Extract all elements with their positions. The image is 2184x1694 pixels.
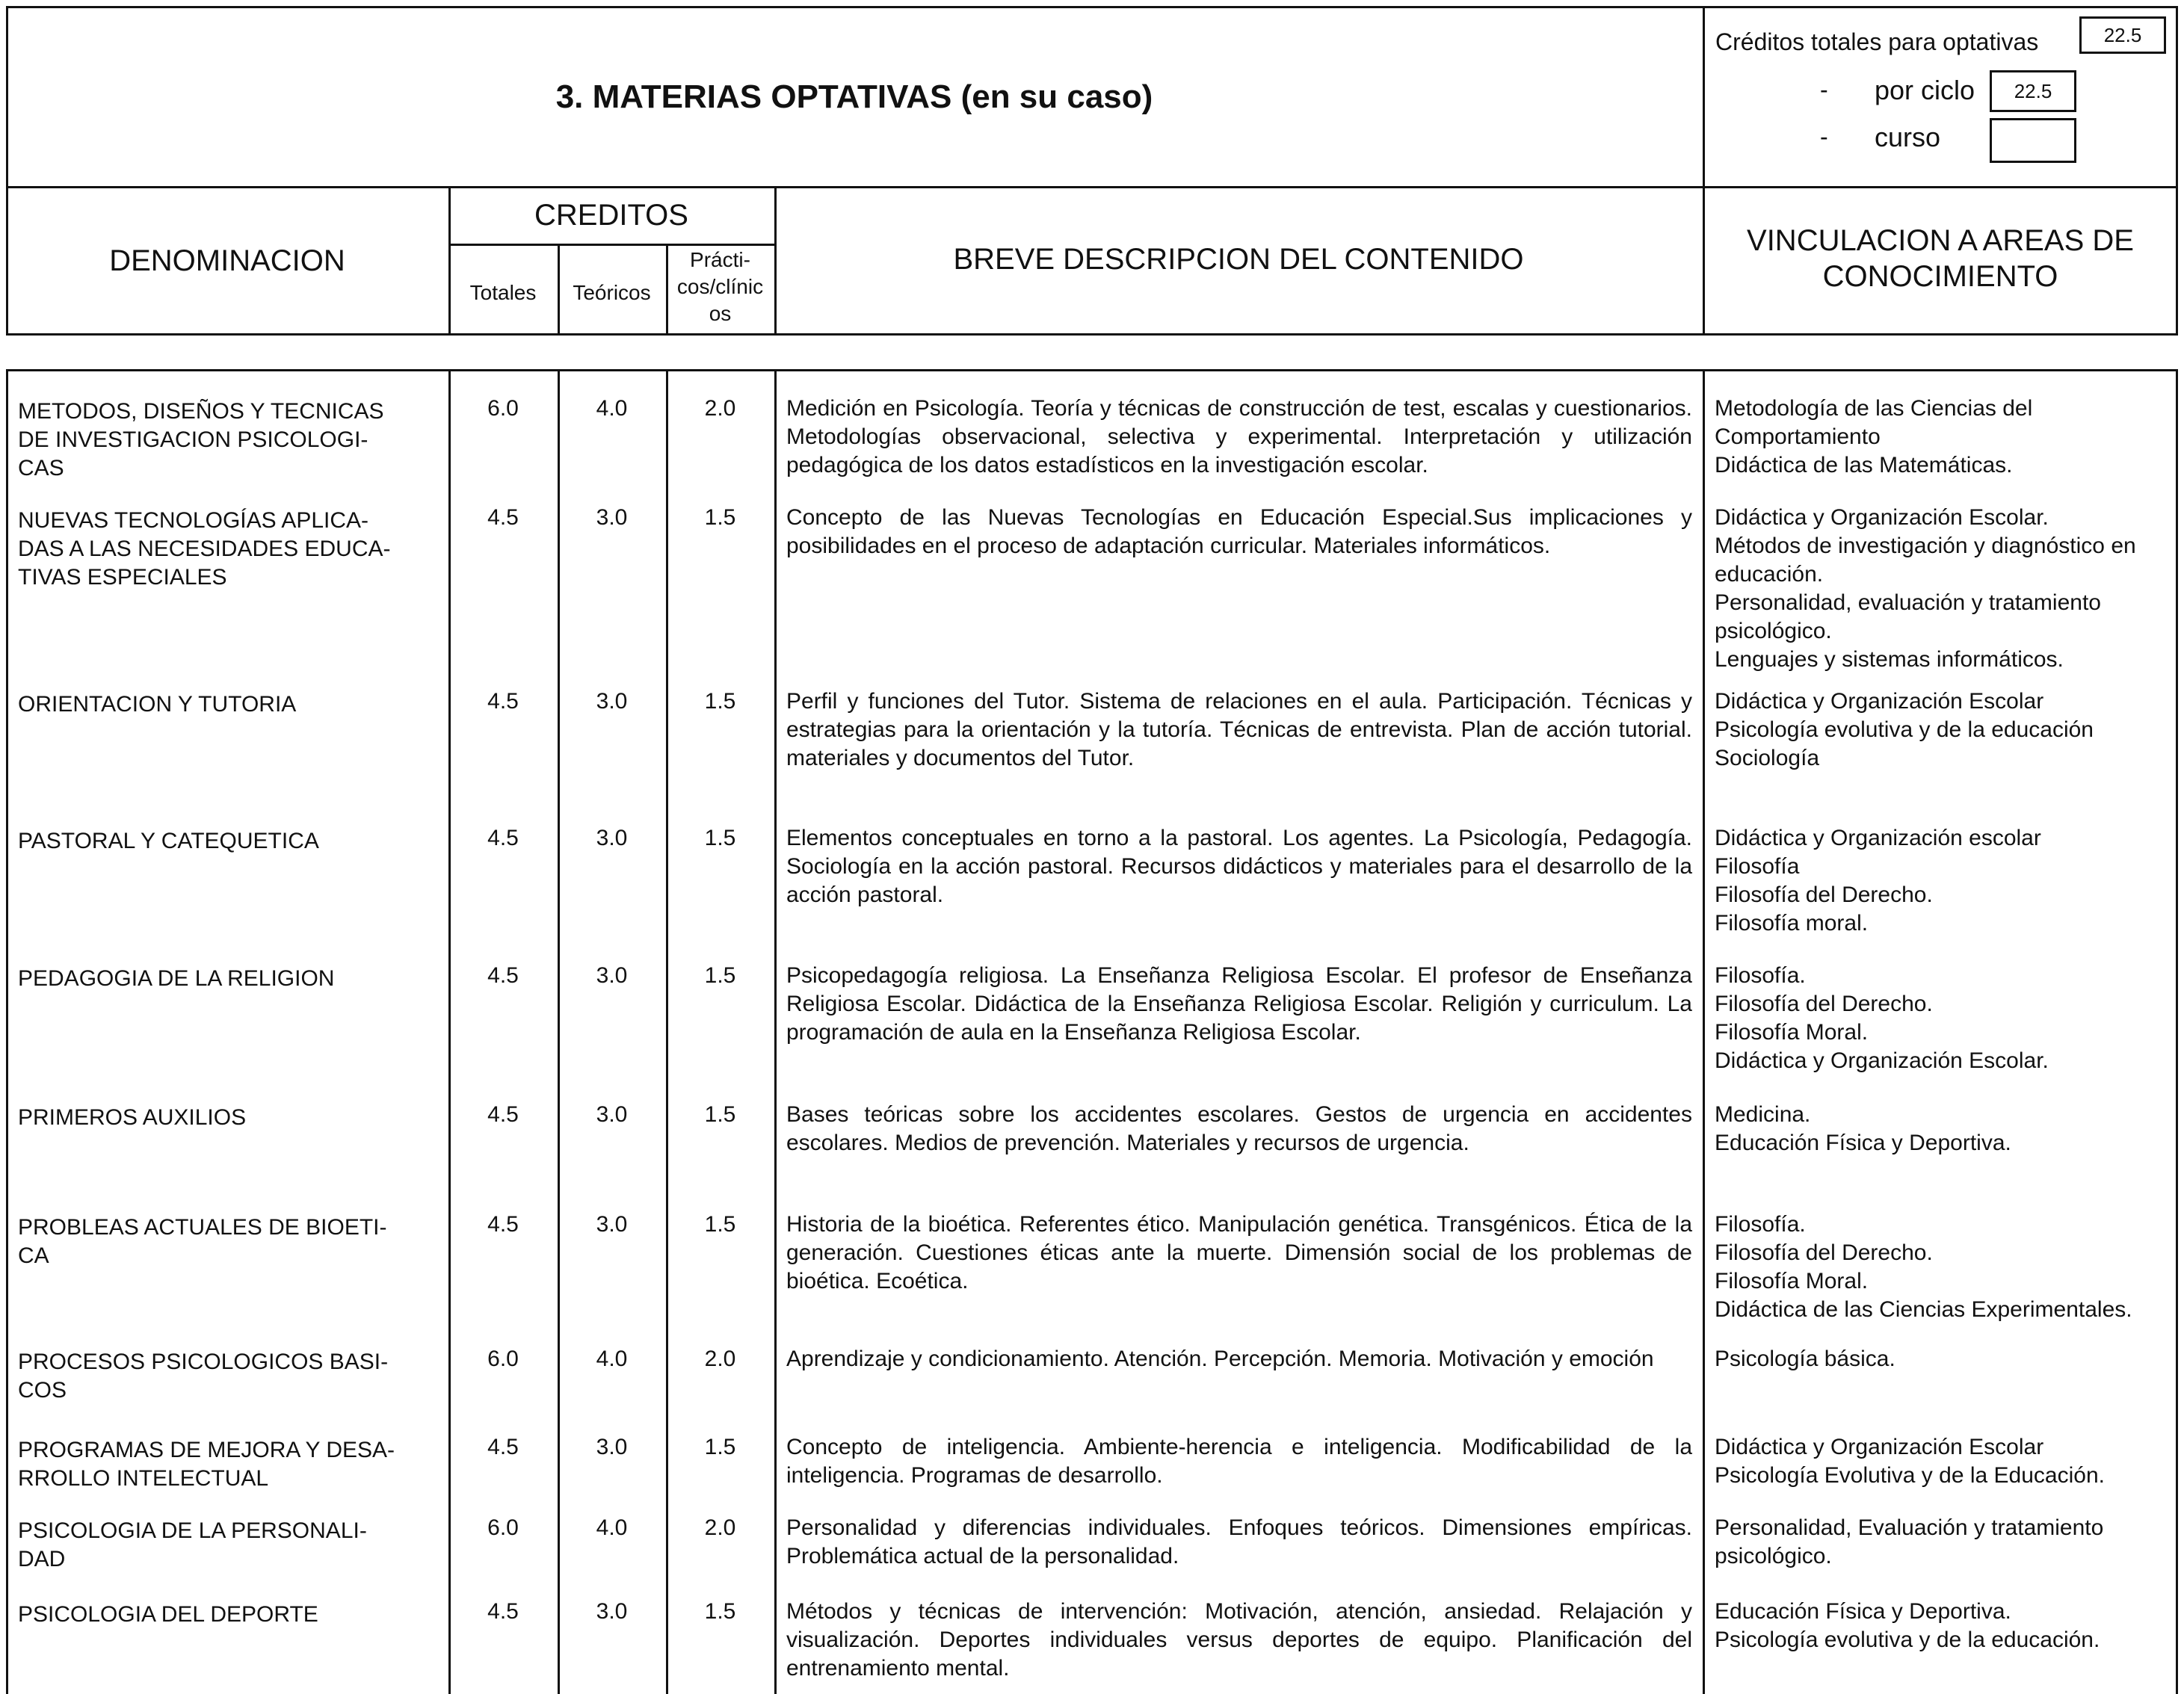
row-6-totales: 4.5: [487, 1102, 519, 1127]
row-5-practicos: 1.5: [704, 963, 736, 988]
row-7-description: Historia de la bioética. Referentes ético. Manipulación genética. Transgénicos. Ética de la generación. Cuestiones éticas ante la muerte. Dimensión social de los problemas de bioética. Ecoética.: [786, 1212, 1692, 1293]
ciclo-value: 22.5: [1990, 70, 2076, 112]
row-7-teoricos: 3.0: [596, 1212, 628, 1237]
row-7-areas: Filosofía. Filosofía del Derecho. Filosofía Moral. Didáctica de las Ciencias Experimentales.: [1715, 1212, 2132, 1322]
title-divider: [1703, 6, 1705, 188]
body-div-practicos: [774, 369, 777, 1694]
body-div-totales: [558, 369, 560, 1694]
curso-dash: -: [1820, 123, 1828, 150]
row-7-name: PROBLEAS ACTUALES DE BIOETI- CA: [18, 1215, 387, 1268]
row-8-name: PROCESOS PSICOLOGICOS BASI- COS: [18, 1350, 389, 1403]
row-4-practicos: 1.5: [704, 826, 736, 850]
row-4-totales: 4.5: [487, 826, 519, 850]
row-8-areas: Psicología básica.: [1715, 1347, 1895, 1371]
creditos-under: [448, 244, 777, 246]
body-div-1: [448, 369, 451, 1694]
row-2-practicos: 1.5: [704, 505, 736, 530]
row-1-practicos: 2.0: [704, 396, 736, 421]
header-descripcion: BREVE DESCRIPCION DEL CONTENIDO: [953, 243, 1524, 276]
row-6-name: PRIMEROS AUXILIOS: [18, 1105, 247, 1130]
row-4-name: PASTORAL Y CATEQUETICA: [18, 829, 319, 853]
row-3-description: Perfil y funciones del Tutor. Sistema de relaciones en el aula. Participación. Técnicas y estrategias para la orientación y la tutoría. Técnicas de entrevista. Plan de acción tutorial. materiales y documentos del Tutor.: [786, 689, 1692, 770]
body-div-teoricos: [666, 369, 668, 1694]
header-practicos: Prácti- cos/clínic os: [676, 248, 764, 325]
row-6-description: Bases teóricas sobre los accidentes escolares. Gestos de urgencia en accidentes escolares. Medios de prevención. Materiales y recursos de urgencia.: [786, 1102, 1692, 1155]
row-10-description: Personalidad y diferencias individuales. Enfoques teóricos. Dimensiones empíricas. Problemática actual de la personalidad.: [786, 1515, 1692, 1568]
row-1-areas: Metodología de las Ciencias del Comportamiento Didáctica de las Matemáticas.: [1715, 396, 2033, 477]
row-4-areas: Didáctica y Organización escolar Filosofía Filosofía del Derecho. Filosofía moral.: [1715, 826, 2041, 936]
row-11-practicos: 1.5: [704, 1599, 736, 1624]
row-6-practicos: 1.5: [704, 1102, 736, 1127]
row-7-totales: 4.5: [487, 1212, 519, 1237]
row-3-teoricos: 3.0: [596, 689, 628, 714]
row-9-areas: Didáctica y Organización Escolar Psicología Evolutiva y de la Educación.: [1715, 1435, 2105, 1488]
header-denominacion: DENOMINACION: [109, 244, 345, 277]
row-2-totales: 4.5: [487, 505, 519, 530]
row-3-totales: 4.5: [487, 689, 519, 714]
row-1-name: METODOS, DISEÑOS Y TECNICAS DE INVESTIGACION PSICOLOGI- CAS: [18, 399, 384, 480]
row-1-teoricos: 4.0: [596, 396, 628, 421]
row-3-areas: Didáctica y Organización Escolar Psicología evolutiva y de la educación Sociología: [1715, 689, 2094, 770]
row-9-description: Concepto de inteligencia. Ambiente-herencia e inteligencia. Modificabilidad de la inteligencia. Programas de desarrollo.: [786, 1435, 1692, 1488]
body-div-areas: [1703, 369, 1705, 1694]
row-7-practicos: 1.5: [704, 1212, 736, 1237]
row-5-areas: Filosofía. Filosofía del Derecho. Filosofía Moral. Didáctica y Organización Escolar.: [1715, 963, 2049, 1073]
row-3-name: ORIENTACION Y TUTORIA: [18, 692, 297, 717]
body-right-line: [2176, 369, 2178, 1694]
body-left-line: [6, 369, 8, 1694]
row-5-totales: 4.5: [487, 963, 519, 988]
header-teoricos: Teóricos: [573, 281, 651, 304]
row-1-description: Medición en Psicología. Teoría y técnicas de construcción de test, escalas y cuestionarios. Metodologías observacional, selectiva y experimental. Interpretación y utilización pedagógica de los datos estadísticos en la investigación escolar.: [786, 396, 1692, 477]
header-creditos: CREDITOS: [534, 199, 688, 232]
curso-value: [1990, 118, 2076, 163]
row-2-areas: Didáctica y Organización Escolar. Métodos de investigación y diagnóstico en educación. Personalidad, evaluación y tratamiento psicológico. Lenguajes y sistemas informáticos.: [1715, 505, 2136, 672]
total-credits-label: Créditos totales para optativas: [1715, 28, 2039, 55]
row-9-totales: 4.5: [487, 1435, 519, 1459]
row-5-description: Psicopedagogía religiosa. La Enseñanza Religiosa Escolar. El profesor de Enseñanza Religiosa Escolar. Didáctica de la Enseñanza Religiosa Escolar. Religión y curriculum. La programación de aula en la Enseñanza Religiosa Escolar.: [786, 963, 1692, 1045]
row-11-description: Métodos y técnicas de intervención: Motivación, atención, ansiedad. Relajación y visualización. Deportes individuales versus deportes de equipo. Planificación del entrenamiento mental.: [786, 1599, 1692, 1681]
row-9-name: PROGRAMAS DE MEJORA Y DESA- RROLLO INTELECTUAL: [18, 1438, 395, 1491]
row-2-teoricos: 3.0: [596, 505, 628, 530]
row-4-description: Elementos conceptuales en torno a la pastoral. Los agentes. La Psicología, Pedagogía. Sociología en la acción pastoral. Recursos didácticos y materiales para el desarrollo de la acción pastoral.: [786, 826, 1692, 907]
row-10-practicos: 2.0: [704, 1515, 736, 1540]
row-4-teoricos: 3.0: [596, 826, 628, 850]
row-8-practicos: 2.0: [704, 1347, 736, 1371]
page-title: 3. MATERIAS OPTATIVAS (en su caso): [555, 78, 1153, 115]
row-8-description: Aprendizaje y condicionamiento. Atención. Percepción. Memoria. Motivación y emoción: [786, 1347, 1654, 1371]
header-vinculacion: VINCULACION A AREAS DE CONOCIMIENTO: [1747, 224, 2134, 293]
row-11-totales: 4.5: [487, 1599, 519, 1624]
row-3-practicos: 1.5: [704, 689, 736, 714]
row-6-areas: Medicina. Educación Física y Deportiva.: [1715, 1102, 2011, 1155]
row-11-name: PSICOLOGIA DEL DEPORTE: [18, 1602, 318, 1627]
row-6-teoricos: 3.0: [596, 1102, 628, 1127]
row-10-areas: Personalidad, Evaluación y tratamiento psicológico.: [1715, 1515, 2104, 1568]
row-10-teoricos: 4.0: [596, 1515, 628, 1540]
row-8-totales: 6.0: [487, 1347, 519, 1371]
row-5-teoricos: 3.0: [596, 963, 628, 988]
total-credits-value: 22.5: [2079, 16, 2166, 54]
row-11-areas: Educación Física y Deportiva. Psicología evolutiva y de la educación.: [1715, 1599, 2100, 1652]
row-5-name: PEDAGOGIA DE LA RELIGION: [18, 966, 335, 991]
row-2-name: NUEVAS TECNOLOGÍAS APLICA- DAS A LAS NECESIDADES EDUCA- TIVAS ESPECIALES: [18, 508, 391, 590]
header-totales: Totales: [469, 281, 537, 304]
ciclo-label: por ciclo: [1875, 75, 1975, 105]
row-9-practicos: 1.5: [704, 1435, 736, 1459]
row-11-teoricos: 3.0: [596, 1599, 628, 1624]
row-10-totales: 6.0: [487, 1515, 519, 1540]
ciclo-dash: -: [1820, 76, 1828, 103]
row-2-description: Concepto de las Nuevas Tecnologías en Educación Especial.Sus implicaciones y posibilidades en el proceso de adaptación curricular. Materiales informáticos.: [786, 505, 1692, 558]
body-top-line: [6, 369, 2178, 371]
row-10-name: PSICOLOGIA DE LA PERSONALI- DAD: [18, 1518, 367, 1571]
row-1-totales: 6.0: [487, 396, 519, 421]
row-9-teoricos: 3.0: [596, 1435, 628, 1459]
row-8-teoricos: 4.0: [596, 1347, 628, 1371]
curso-label: curso: [1875, 122, 1941, 152]
